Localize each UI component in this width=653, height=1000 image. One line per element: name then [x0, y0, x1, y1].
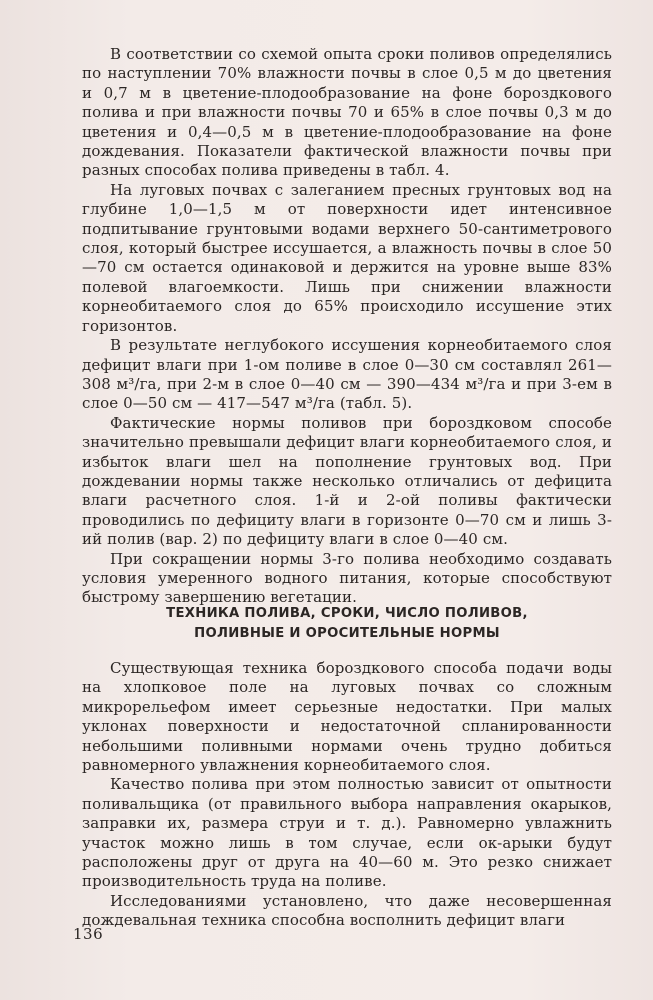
paragraph: Качество полива при этом полностью зависит от опытности поливальщика (от правильного выбора направления окарыков, заправки их, размера струи и т. д.). Равномерно увлажнить участок можно лишь в том случае, если ок-арыки будут расположены друг от друга на 40—60 м. Это резко снижает производительность труда на поливе.: [82, 775, 612, 891]
paragraph: В результате неглубокого иссушения корнеобитаемого слоя дефицит влаги при 1-ом поливе в слое 0—30 см составлял 261—308 м³/га, при 2-м в слое 0—40 см — 390—434 м³/га и при 3-ем в слое 0—50 см — 417—547 м³/га (табл. 5).: [82, 336, 612, 413]
paragraph: Исследованиями установлено, что даже несовершенная дождевальная техника способна восполнить дефицит влаги: [82, 891, 612, 930]
paragraph: При сокращении нормы 3-го полива необходимо создавать условия умеренного водного питания, которые способствуют быстрому завершению вегетации.: [82, 549, 612, 607]
paragraph: Существующая техника бороздкового способа подачи воды на хлопковое поле на луговых почвах со сложным микрорельефом имеет серьезные недостатки. При малых уклонах поверхности и недостаточной спланированности небольшими поливными нормами очень трудно добиться равномерного увлажнения корнеобитаемого слоя.: [82, 659, 612, 775]
text-block-bottom: [82, 659, 612, 931]
paragraph: Фактические нормы поливов при бороздковом способе значительно превышали дефицит влаги корнеобитаемого слоя, и избыток влаги шел на пополнение грунтовых вод. При дождевании нормы также несколько отличались от дефицита влаги расчетного слоя. 1-й и 2-ой поливы фактически проводились по дефициту влаги в горизонте 0—70 см и лишь 3-ий полив (вар. 2) по дефициту влаги в слое 0—40 см.: [82, 413, 612, 549]
section-heading-line: ПОЛИВНЫЕ И ОРОСИТЕЛЬНЫЕ НОРМЫ: [194, 625, 500, 641]
paragraph: На луговых почвах с залеганием пресных грунтовых вод на глубине 1,0—1,5 м от поверхности идет интенсивное подпитывание грунтовыми водами верхнего 50-сантиметрового слоя, который быстрее иссушается, а влажность почвы в слое 50—70 см остается одинаковой и держится на уровне выше 83% полевой влагоемкости. Лишь при снижении влажности корнеобитаемого слоя до 65% происходило иссушение этих горизонтов.: [82, 180, 612, 335]
page-number: 136: [73, 925, 104, 943]
text-block-top: [82, 45, 612, 608]
section-heading-line: ТЕХНИКА ПОЛИВА, СРОКИ, ЧИСЛО ПОЛИВОВ,: [166, 606, 528, 621]
paragraph: В соответствии со схемой опыта сроки поливов определялись по наступлении 70% влажности почвы в слое 0,5 м до цветения и 0,7 м в цветение-плодообразование на фоне бороздкового полива и при влажности почвы 70 и 65% в слое почвы 0,3 м до цветения и 0,4—0,5 м в цветение-плодообразование на фоне дождевания. Показатели фактической влажности почвы при разных способах полива приведены в табл. 4.: [82, 45, 612, 180]
section-heading: [82, 604, 612, 643]
